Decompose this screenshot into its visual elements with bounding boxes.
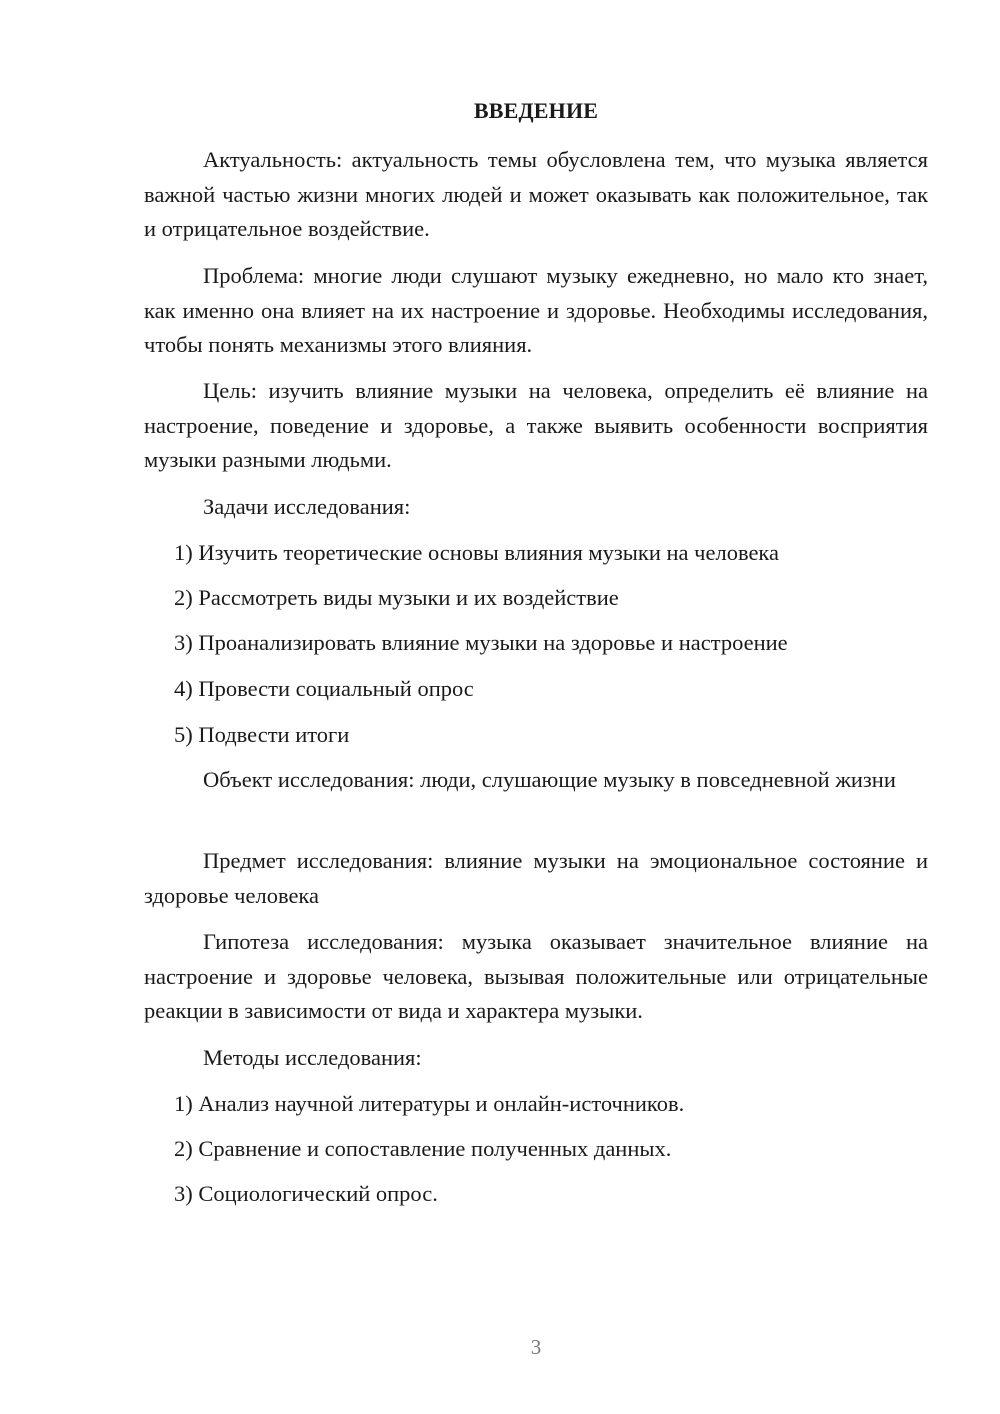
- method-item: 2) Сравнение и сопоставление полученных данных.: [174, 1136, 672, 1161]
- problem-paragraph: Проблема: многие люди слушают музыку ежедневно, но мало кто знает, как именно она влияет на их настроение и здоровье. Необходимы исследования, чтобы понять механизмы этого влияния.: [144, 263, 928, 358]
- task-item: 5) Подвести итоги: [174, 722, 350, 747]
- section-heading: ВВЕДЕНИЕ: [473, 98, 599, 123]
- method-item: 3) Социологический опрос.: [174, 1181, 438, 1206]
- goal-paragraph: Цель: изучить влияние музыки на человека, определить её влияние на настроение, поведение и здоровье, а также выявить особенности восприятия музыки разными людьми.: [144, 378, 928, 473]
- tasks-heading: Задачи исследования:: [203, 494, 411, 519]
- method-item: 1) Анализ научной литературы и онлайн-источников.: [174, 1091, 685, 1116]
- task-item: 1) Изучить теоретические основы влияния музыки на человека: [174, 540, 780, 565]
- methods-heading: Методы исследования:: [203, 1045, 422, 1070]
- subject-paragraph: Предмет исследования: влияние музыки на эмоциональное состояние и здоровье человека: [144, 848, 928, 908]
- object-paragraph: Объект исследования: люди, слушающие музыку в повседневной жизни: [203, 767, 896, 792]
- page-number: 3: [530, 1335, 542, 1359]
- relevance-paragraph: Актуальность: актуальность темы обусловлена тем, что музыка является важной частью жизни многих людей и может оказывать как положительное, так и отрицательное воздействие.: [144, 147, 928, 242]
- hypothesis-paragraph: Гипотеза исследования: музыка оказывает значительное влияние на настроение и здоровье человека, вызывая положительные или отрицательные реакции в зависимости от вида и характера музыки.: [144, 929, 928, 1024]
- task-item: 2) Рассмотреть виды музыки и их воздействие: [174, 585, 619, 610]
- task-item: 4) Провести социальный опрос: [174, 676, 474, 701]
- task-item: 3) Проанализировать влияние музыки на здоровье и настроение: [174, 630, 788, 655]
